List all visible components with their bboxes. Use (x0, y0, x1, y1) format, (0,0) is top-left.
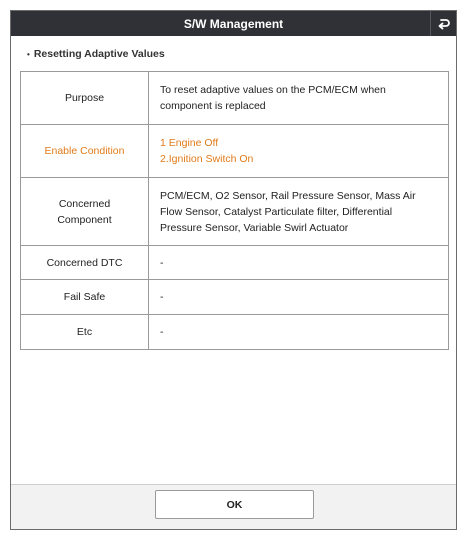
bullet-icon: • (27, 49, 30, 59)
value-line: PCM/ECM, O2 Sensor, Rail Pressure Sensor, Mass Air (160, 189, 416, 202)
row-value-purpose (149, 72, 449, 125)
table-row (21, 315, 449, 350)
section-title-text: Resetting Adaptive Values (33, 48, 165, 60)
row-label-concerned-dtc: Concerned DTC (21, 246, 149, 280)
value-line: To reset adaptive values on the PCM/ECM when (160, 84, 386, 96)
table-row (21, 178, 449, 246)
return-arrow-icon (437, 17, 451, 31)
back-button[interactable] (430, 11, 456, 36)
sw-management-dialog (10, 10, 457, 530)
row-label-fail-safe: Fail Safe (21, 280, 149, 315)
label-line: Concerned (58, 197, 111, 210)
value-line: component is replaced (160, 100, 266, 112)
row-label-etc: Etc (21, 315, 149, 350)
row-value-enable-condition (149, 125, 449, 178)
row-value-fail-safe: - (149, 280, 449, 315)
value-line: 2.Ignition Switch On (160, 153, 254, 165)
value-line: Pressure Sensor, Variable Swirl Actuator (160, 221, 349, 234)
value-line: 1 Engine Off (160, 137, 219, 149)
ok-button[interactable]: OK (155, 490, 314, 519)
info-table (20, 71, 449, 350)
dialog-title: S/W Management (183, 16, 284, 31)
table-row (21, 280, 449, 315)
table-row (21, 72, 449, 125)
section-title (27, 48, 165, 60)
dialog-footer (11, 484, 456, 529)
row-label-purpose: Purpose (21, 72, 149, 125)
value-line: Flow Sensor, Catalyst Particulate filter, Differential (160, 205, 393, 218)
table-row (21, 125, 449, 178)
row-label-enable-condition: Enable Condition (21, 125, 149, 178)
title-bar (11, 11, 456, 36)
label-line: Component (57, 213, 112, 226)
row-value-etc: - (149, 315, 449, 350)
row-value-concerned-dtc: - (149, 246, 449, 280)
row-value-concerned-component (149, 178, 449, 246)
table-row (21, 246, 449, 280)
row-label-concerned-component (21, 178, 149, 246)
